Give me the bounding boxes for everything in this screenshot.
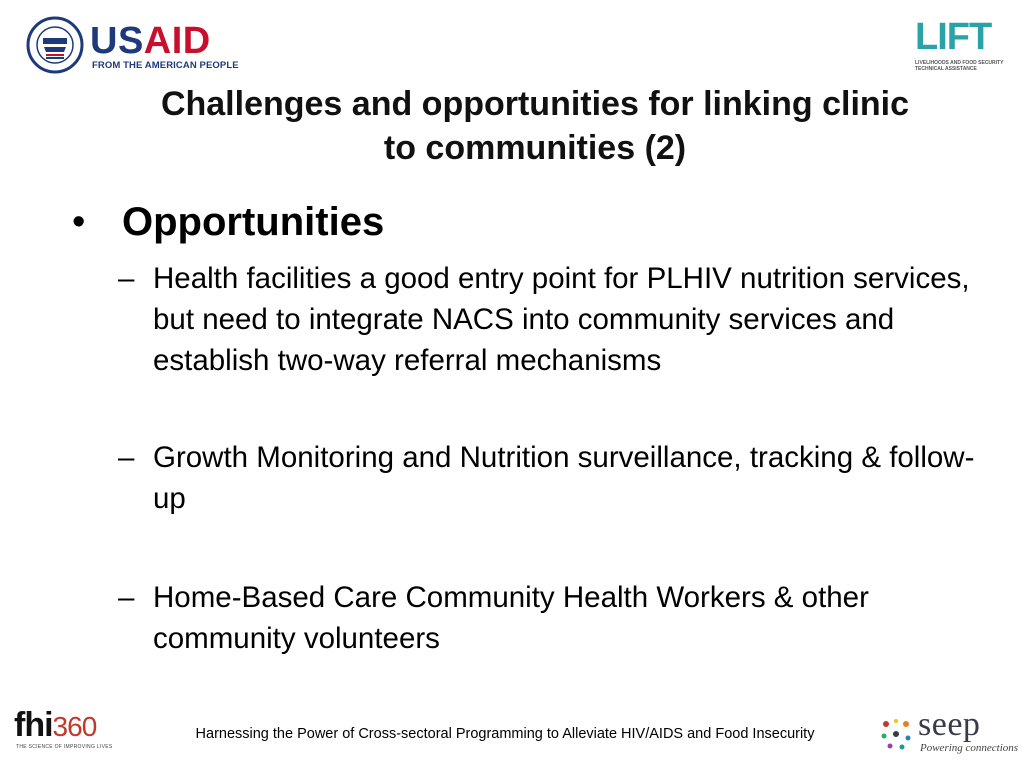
usaid-logo: [26, 14, 239, 76]
usaid-wordmark: [90, 22, 211, 60]
dash-icon: –: [118, 441, 135, 474]
sub-bullet-text: Home-Based Care Community Health Workers & other community volunteers: [153, 581, 869, 655]
seep-network-icon: [878, 716, 914, 752]
lift-tagline: LIVELIHOODS AND FOOD SECURITY TECHNICAL ASSISTANCE: [915, 60, 1004, 72]
lift-logo: [915, 18, 1005, 78]
usaid-wordmark-us: US: [90, 20, 144, 62]
fhi360-wordmark-num: 360: [52, 711, 97, 742]
slide-title-line-2: to communities (2): [383, 129, 687, 167]
sub-bullet-text: Growth Monitoring and Nutrition surveillance, tracking & follow-up: [153, 441, 975, 515]
seep-logo: [878, 706, 1019, 756]
sub-bullet-2: [118, 437, 998, 519]
slide-title: [90, 82, 980, 170]
seep-tagline: Powering connections: [920, 742, 1019, 754]
slide-title-line-1: Challenges and opportunities for linking clinic: [160, 85, 910, 123]
usaid-wordmark-aid: AID: [143, 20, 211, 62]
seep-wordmark: seep: [918, 706, 981, 743]
sub-bullet-1: [118, 258, 998, 381]
dash-icon: –: [118, 581, 135, 614]
sub-bullet-3: [118, 577, 998, 659]
usaid-tagline: FROM THE AMERICAN PEOPLE: [92, 60, 239, 71]
dash-icon: –: [118, 262, 135, 295]
bullet-icon: •: [72, 201, 86, 243]
fhi360-wordmark-fhi: fhi: [14, 706, 53, 744]
bullet-heading: Opportunities: [122, 200, 385, 244]
fhi360-tagline: THE SCIENCE OF IMPROVING LIVES: [16, 744, 113, 750]
lift-wordmark: LIFT: [915, 16, 992, 58]
fhi360-logo: [14, 708, 114, 758]
usaid-seal-icon: [26, 16, 84, 74]
fhi360-wordmark: [14, 708, 96, 744]
sub-bullet-text: Health facilities a good entry point for PLHIV nutrition services, but need to integrate NACS into community services and establish two-way referral mechanisms: [153, 262, 970, 377]
footer-text: Harnessing the Power of Cross-sectoral Programming to Alleviate HIV/AIDS and Food Insecurity: [195, 726, 815, 742]
